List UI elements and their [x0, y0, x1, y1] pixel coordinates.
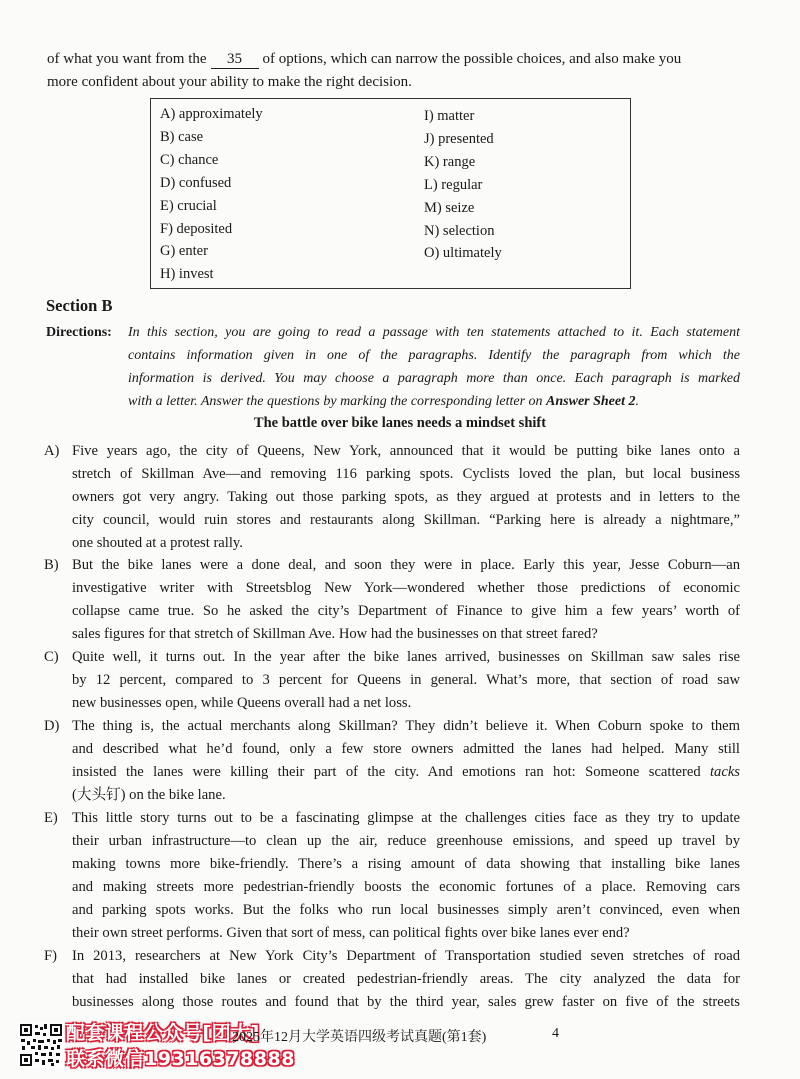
word-option: L) regular: [424, 176, 483, 193]
paragraph-line: This little story turns out to be a fascinating glimpse at the challenges cities face as they try to update: [72, 810, 740, 826]
directions-line: contains information given in one of the paragraphs. Identify the paragraph from which the: [128, 348, 740, 363]
paragraph-line: The thing is, the actual merchants along Skillman? They didn’t believe it. When Coburn spoke to them: [72, 718, 740, 734]
paragraph-line: their own street performs. Given that sort of mess, can political fights over bike lanes ever end?: [72, 925, 630, 942]
paragraph-line: that had installed bike lanes or created pedestrian-friendly areas. The city analyzed the data for: [72, 971, 740, 988]
word-option: C) chance: [160, 151, 219, 168]
word-bank-box: [150, 98, 631, 289]
paragraph-line: Five years ago, the city of Queens, New York, announced that it would be putting bike lanes onto a: [72, 443, 740, 459]
qr-code-icon: [18, 1022, 64, 1068]
paragraph-letter: B): [44, 557, 59, 573]
paragraph-line: city council, would ruin stores and restaurants along Skillman. “Parking here is already a nightmare,”: [72, 512, 740, 529]
paragraph-letter: A): [44, 443, 60, 459]
paragraph-line: collapse came true. So he asked the city’s Department of Finance to give him a few years’ worth of: [72, 603, 740, 620]
paragraph-body: [72, 945, 740, 1014]
paragraph-letter: C): [44, 649, 59, 665]
paragraph-line: their urban infrastructure—to clean up the air, reduce greenhouse emissions, and speed up travel by: [72, 833, 740, 850]
word-option: O) ultimately: [424, 245, 502, 262]
intro-line-2: more confident about your ability to make the right decision.: [47, 74, 412, 90]
paragraph-body: [72, 440, 740, 555]
paragraph-line: stretch of Skillman Ave—and removing 116 parking spots. Cyclists loved the plan, but local business: [72, 466, 740, 483]
word-option: E) crucial: [160, 197, 217, 214]
paragraph-line: insisted the lanes were killing their part of the city. And emotions ran hot: Someone scattered tacks: [72, 764, 740, 781]
watermark-line-2: 联系微信19316378888: [66, 1048, 295, 1070]
section-title: Section B: [46, 296, 113, 315]
watermark-line-1: 配套课程公众号[团大]: [66, 1022, 260, 1044]
paragraph-letter: D): [44, 718, 60, 734]
word-bank-right-column: [424, 105, 502, 265]
word-option: B) case: [160, 128, 204, 145]
paragraph-line: and described what he’d found, only a few store owners admitted the lanes had helped. Many still: [72, 741, 740, 758]
directions-line: with a letter. Answer the questions by marking the corresponding letter on Answer Sheet 2.: [128, 394, 639, 409]
paragraph-line: making towns more bike-friendly. There’s a rising amount of data showing that installing bike lanes: [72, 856, 740, 873]
paragraph-line: sales figures for that stretch of Skillman Ave. How had the businesses on that street fared?: [72, 626, 598, 643]
paragraph-body: [72, 554, 740, 646]
directions-label: Directions:: [46, 325, 112, 340]
word-option: A) approximately: [160, 106, 263, 122]
word-option: I) matter: [424, 108, 475, 124]
paragraph-letter: E): [44, 810, 58, 826]
word-option: J) presented: [424, 130, 494, 147]
passage-title: The battle over bike lanes needs a mindset shift: [253, 415, 547, 431]
paragraph-line: and parking spots works. But the folks who run local businesses simply aren’t convinced, even when: [72, 902, 740, 919]
blank-35: 35: [211, 51, 259, 69]
directions-line: In this section, you are going to read a passage with ten statements attached to it. Each statement: [128, 325, 740, 340]
paragraph-letter: F): [44, 948, 57, 964]
word-bank-left-column: [160, 103, 263, 286]
paragraph-line: investigative writer with Streetsblog New York—wondered whether those predictions of economic: [72, 580, 740, 597]
word-option: K) range: [424, 153, 476, 170]
intro-text: [47, 48, 747, 94]
footer-title: 2025年12月大学英语四级考试真题(第1套): [232, 1030, 487, 1045]
paragraph-body: [72, 715, 740, 807]
paragraph-line: But the bike lanes were a done deal, and soon they were in place. Early this year, Jesse Coburn—an: [72, 557, 740, 573]
paragraph-line: by 12 percent, compared to 3 percent for Queens in general. What’s more, that section of road saw: [72, 672, 740, 689]
intro-line-1: of what you want from the 35 of options, which can narrow the possible choices, and also make you: [47, 51, 682, 67]
word-option: M) seize: [424, 199, 475, 216]
paragraph-line: In 2013, researchers at New York City’s Department of Transportation studied seven stretches of road: [72, 948, 740, 964]
paragraph-line: (大头钉) on the bike lane.: [72, 787, 226, 804]
word-option: F) deposited: [160, 220, 233, 237]
paragraph-line: businesses along those routes and found that by the third year, sales grew faster on five of the streets: [72, 994, 740, 1011]
word-option: G) enter: [160, 243, 208, 260]
paragraph-line: one shouted at a protest rally.: [72, 535, 243, 552]
word-option: N) selection: [424, 222, 495, 239]
word-option: H) invest: [160, 266, 214, 283]
paragraph-body: [72, 646, 740, 715]
paragraph-line: owners got very angry. Taking out those parking spots, as they argued at protests and in letters to the: [72, 489, 740, 506]
italic-word-tacks: tacks: [710, 764, 740, 781]
paragraph-line: new businesses open, while Queens overall had a net loss.: [72, 695, 412, 712]
page-number: 4: [552, 1026, 559, 1041]
directions-line: information is derived. You may choose a paragraph more than once. Each paragraph is marked: [128, 371, 740, 386]
answer-sheet-label: Answer Sheet 2: [546, 394, 636, 409]
word-option: D) confused: [160, 174, 232, 191]
directions-body: [128, 321, 740, 413]
paragraph-line: and making streets more pedestrian-friendly boosts the economic fortunes of a place. Removing cars: [72, 879, 740, 896]
paragraph-body: [72, 807, 740, 946]
paragraph-line: Quite well, it turns out. In the year after the bike lanes arrived, businesses on Skillman saw sales rise: [72, 649, 740, 665]
